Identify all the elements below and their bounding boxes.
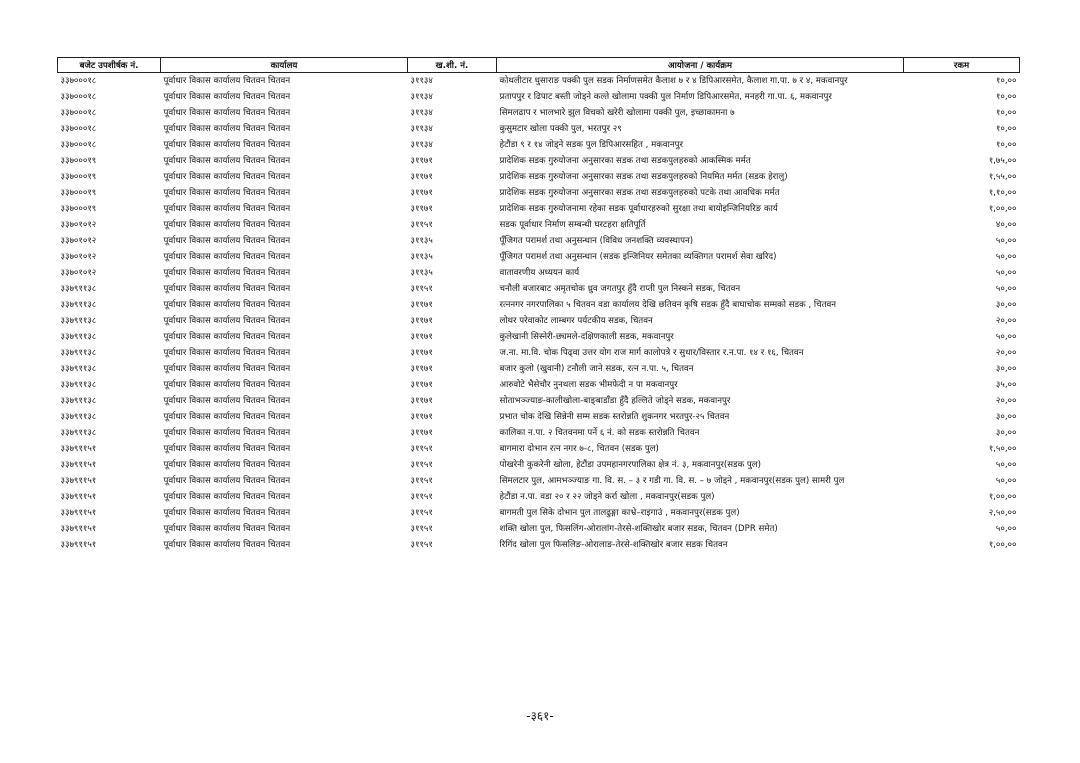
table-row — [58, 505, 1020, 521]
project-cell: शक्ति खोला पुल, फिसलिंग-ओरालांग-तेरसे-शक्तिखोर बजार सडक, चितवन (DPR समेत) — [499, 524, 778, 534]
table-row — [58, 457, 1020, 473]
project-cell: बागमती पुल सिके दोभान पुल तालढुङ्गा काभ्रे–राइगाउं , मकवानपुर(सडक पुल) — [499, 508, 740, 518]
project-cell: वातावरणीय अध्ययन कार्य — [499, 268, 580, 278]
amount-cell: ५०,०० — [995, 252, 1017, 262]
office-cell: पूर्वाधार विकास कार्यालय चितवन चितवन — [163, 220, 291, 230]
expense-code-cell: ३११७१ — [410, 396, 433, 406]
project-cell: लोथर परेवाकोट लाम्बगर पर्यटकीय सडक, चितवन — [499, 316, 653, 326]
table-row — [58, 201, 1020, 217]
table-row — [58, 537, 1020, 553]
expense-code-cell: ३११७१ — [410, 316, 433, 326]
expense-code-cell: ३११३४ — [410, 76, 433, 86]
header-project: आयोजना / कार्यक्रम — [497, 58, 904, 73]
budget-code-cell: ३३७०००१८ — [60, 92, 97, 102]
office-cell: पूर्वाधार विकास कार्यालय चितवन चितवन — [163, 124, 291, 134]
amount-cell: १०,०० — [995, 92, 1017, 102]
table-row — [58, 249, 1020, 265]
amount-cell: ३०,०० — [995, 300, 1017, 310]
expense-code-cell: ३११३४ — [410, 108, 433, 118]
expense-code-cell: ३११७१ — [410, 156, 433, 166]
table-row — [58, 345, 1020, 361]
amount-cell: १,५५,०० — [988, 172, 1017, 182]
expense-code-cell: ३११७१ — [410, 172, 433, 182]
office-cell: पूर्वाधार विकास कार्यालय चितवन चितवन — [163, 460, 291, 470]
table-row — [58, 313, 1020, 329]
office-cell: पूर्वाधार विकास कार्यालय चितवन चितवन — [163, 188, 291, 198]
budget-code-cell: ३३७०००१९ — [60, 204, 97, 214]
office-cell: पूर्वाधार विकास कार्यालय चितवन चितवन — [163, 524, 291, 534]
office-cell: पूर्वाधार विकास कार्यालय चितवन चितवन — [163, 268, 291, 278]
office-cell: पूर्वाधार विकास कार्यालय चितवन चितवन — [163, 284, 291, 294]
project-cell: रत्ननगर नगरपालिका ५ चितवन वडा कार्यालय देखि छतिवन कृषि सडक हुँदै बाघाचोक सम्मको सडक , चितवन — [499, 300, 837, 310]
office-cell: पूर्वाधार विकास कार्यालय चितवन चितवन — [163, 252, 291, 262]
project-cell: प्रादेशिक सडक गुरुयोजना अनुसारका सडक तथा सडकपुलहरुको आकस्मिक मर्मत — [499, 156, 751, 166]
expense-code-cell: ३११३४ — [410, 92, 433, 102]
office-cell: पूर्वाधार विकास कार्यालय चितवन चितवन — [163, 156, 291, 166]
office-cell: पूर्वाधार विकास कार्यालय चितवन चितवन — [163, 204, 291, 214]
budget-code-cell: ३३७९११३८ — [60, 428, 97, 438]
project-cell: प्रभात चोक देखि सिन्नेनी सम्म सडक स्तरोन्नति शुकनगर भरतपुर-२५ चितवन — [499, 412, 730, 422]
budget-code-cell: ३३७९११५१ — [60, 540, 97, 550]
budget-code-cell: ३३७९११३८ — [60, 332, 97, 342]
project-cell: सडक पूर्वाधार निर्माण सम्बन्धी घरटहरा क्षतिपूर्ति — [499, 220, 646, 230]
project-cell: सिमलटार पुल, आमभञ्ज्याङ गा. वि. स. – ३ र गडी गा. वि. स. – ७ जोड्ने , मकवानपुर(सडक पुल) सामरी पुल — [499, 476, 845, 486]
amount-cell: १,००,०० — [988, 540, 1017, 550]
project-cell: आरुवोटे भैसेचौर नुनथला सडक भीमफेदी न पा मकवानपुर — [499, 380, 678, 390]
project-cell: पोखरेनी कुकरेनी खोला, हेटौंडा उपमहानगरपालिका क्षेत्र नं. ३, मकवानपुर(सडक पुल) — [499, 460, 761, 470]
expense-code-cell: ३११७१ — [410, 412, 433, 422]
office-cell: पूर्वाधार विकास कार्यालय चितवन चितवन — [163, 332, 291, 342]
budget-code-cell: ३३७९११३८ — [60, 412, 97, 422]
expense-code-cell: ३११३५ — [410, 236, 433, 246]
amount-cell: ५०,०० — [995, 284, 1017, 294]
header-budget-code: बजेट उपशीर्षक नं. — [58, 58, 161, 73]
table-row — [58, 329, 1020, 345]
table-row — [58, 489, 1020, 505]
expense-code-cell: ३११३५ — [410, 252, 433, 262]
budget-code-cell: ३३७०१०१२ — [60, 220, 97, 230]
project-cell: बागमारा दोभान रत्न नगर ७-८, चितवन (सडक पुल) — [499, 444, 659, 454]
project-cell: सोताभञ्ज्याङ-कालीखोला-बाङ्बाडाँडा हुँदै हल्लिते जोड्ने सडक, मकवानपुर — [499, 396, 731, 406]
project-cell: प्रतापपुर र ढिपाट बस्ती जोड्ने कल्ते खोलामा पक्की पुल निर्माण डिपिआरसमेत, मनहरी गा.पा. ६, मकवानपुर — [499, 92, 832, 102]
project-cell: कोथलीटार धुसाराङ पक्की पुल सडक निर्माणसमेत कैलाश ७ र ४ डिपिआरसमेत, कैलाश गा.पा. ७ र ४, मकवानपुर — [499, 76, 848, 86]
project-cell: पूँजिगत परामर्श तथा अनुसन्धान (विविध जनशक्ति व्यवस्थापन) — [499, 236, 694, 246]
table-row — [58, 217, 1020, 233]
amount-cell: ५०,०० — [995, 236, 1017, 246]
budget-code-cell: ३३७०१०१२ — [60, 236, 97, 246]
amount-cell: ३०,०० — [995, 412, 1017, 422]
budget-code-cell: ३३७९११५१ — [60, 524, 97, 534]
office-cell: पूर्वाधार विकास कार्यालय चितवन चितवन — [163, 492, 291, 502]
table-row — [58, 73, 1020, 90]
project-cell: प्रादेशिक सडक गुरुयोजनामा रहेका सडक पूर्वाधारहरुको सुरक्षा तथा बायोइन्जिनियरिङ कार्य — [499, 204, 778, 214]
budget-code-cell: ३३७९११५१ — [60, 476, 97, 486]
budget-code-cell: ३३७९११५१ — [60, 444, 97, 454]
expense-code-cell: ३११५१ — [410, 460, 433, 470]
header-amount: रकम — [904, 58, 1020, 73]
project-cell: हेटौंडा न.पा. वडा २० र २२ जोड्ने कर्रा खोला , मकवानपुर(सडक पुल) — [499, 492, 715, 502]
expense-code-cell: ३११७१ — [410, 348, 433, 358]
project-cell: प्रादेशिक सडक गुरुयोजना अनुसारका सडक तथा सडकपुलहरुको नियमित मर्मत (सडक हेरालु) — [499, 172, 788, 182]
office-cell: पूर्वाधार विकास कार्यालय चितवन चितवन — [163, 316, 291, 326]
amount-cell: ५०,०० — [995, 524, 1017, 534]
budget-code-cell: ३३७०००१८ — [60, 124, 97, 134]
expense-code-cell: ३११७१ — [410, 364, 433, 374]
project-cell: पूँजिगत परामर्श तथा अनुसन्धान (सडक इन्जिनियर समेतका व्यक्तिगत परामर्श सेवा खरिद) — [499, 252, 777, 262]
expense-code-cell: ३११५१ — [410, 284, 433, 294]
budget-table — [57, 57, 1020, 553]
table-row — [58, 153, 1020, 169]
budget-code-cell: ३३७९११३८ — [60, 380, 97, 390]
office-cell: पूर्वाधार विकास कार्यालय चितवन चितवन — [163, 140, 291, 150]
office-cell: पूर्वाधार विकास कार्यालय चितवन चितवन — [163, 444, 291, 454]
header-expense-code: ख.शी. नं. — [408, 58, 497, 73]
project-cell: सिमलढाप र भालभारे झुल विचको खरेरी खोलामा पक्की पुल, इच्छाकामना ७ — [499, 108, 735, 118]
expense-code-cell: ३११५१ — [410, 476, 433, 486]
budget-code-cell: ३३७०१०१२ — [60, 268, 97, 278]
expense-code-cell: ३११५१ — [410, 508, 433, 518]
table-row — [58, 89, 1020, 105]
expense-code-cell: ३११७१ — [410, 300, 433, 310]
project-cell: प्रादेशिक सडक गुरुयोजना अनुसारका सडक तथा सडकपुलहरुको पटके तथा आवधिक मर्मत — [499, 188, 780, 198]
table-row — [58, 393, 1020, 409]
header-office: कार्यालय — [161, 58, 408, 73]
budget-code-cell: ३३७०००१८ — [60, 108, 97, 118]
office-cell: पूर्वाधार विकास कार्यालय चितवन चितवन — [163, 172, 291, 182]
amount-cell: १०,०० — [995, 76, 1017, 86]
table-row — [58, 281, 1020, 297]
amount-cell: १०,०० — [995, 108, 1017, 118]
table-body — [58, 73, 1020, 554]
expense-code-cell: ३११३४ — [410, 140, 433, 150]
project-cell: कुलेखानी सिस्नेरी-छ्यमले-दक्षिणकाली सडक, मकवानपुर — [499, 332, 674, 342]
project-cell: हेटौंडा ९ र १४ जोड्ने सडक पुल डिपिआरसहित , मकवानपुर — [499, 140, 684, 150]
table-row — [58, 473, 1020, 489]
amount-cell: ५०,०० — [995, 268, 1017, 278]
table-row — [58, 377, 1020, 393]
office-cell: पूर्वाधार विकास कार्यालय चितवन चितवन — [163, 236, 291, 246]
project-cell: बजार कुलो (खुवानी) टनौली जाने सडक, रत्न न.पा. ५, चितवन — [499, 364, 694, 374]
amount-cell: २०,०० — [995, 396, 1017, 406]
amount-cell: ५०,०० — [995, 476, 1017, 486]
expense-code-cell: ३११७१ — [410, 380, 433, 390]
table-row — [58, 297, 1020, 313]
table-row — [58, 121, 1020, 137]
table-row — [58, 169, 1020, 185]
budget-code-cell: ३३७०१०१२ — [60, 252, 97, 262]
amount-cell: २०,०० — [995, 348, 1017, 358]
expense-code-cell: ३११५१ — [410, 540, 433, 550]
office-cell: पूर्वाधार विकास कार्यालय चितवन चितवन — [163, 348, 291, 358]
project-cell: कुसुमटार खोला पक्की पुल, भरतपुर २९ — [499, 124, 622, 134]
budget-code-cell: ३३७०००१८ — [60, 76, 97, 86]
office-cell: पूर्वाधार विकास कार्यालय चितवन चितवन — [163, 476, 291, 486]
table-row — [58, 409, 1020, 425]
expense-code-cell: ३११५१ — [410, 524, 433, 534]
office-cell: पूर्वाधार विकास कार्यालय चितवन चितवन — [163, 540, 291, 550]
table-row — [58, 105, 1020, 121]
budget-code-cell: ३३७०००१९ — [60, 156, 97, 166]
expense-code-cell: ३११३५ — [410, 268, 433, 278]
office-cell: पूर्वाधार विकास कार्यालय चितवन चितवन — [163, 108, 291, 118]
table-row — [58, 265, 1020, 281]
expense-code-cell: ३११७१ — [410, 428, 433, 438]
expense-code-cell: ३११५१ — [410, 220, 433, 230]
table-row — [58, 233, 1020, 249]
expense-code-cell: ३११३४ — [410, 124, 433, 134]
budget-code-cell: ३३७९११३८ — [60, 300, 97, 310]
office-cell: पूर्वाधार विकास कार्यालय चितवन चितवन — [163, 364, 291, 374]
project-cell: चनौली बजारबाट अमृतचोक ध्रुव जगतपुर हुँदै राप्ती पुल निस्कने सडक, चितवन — [499, 284, 741, 294]
amount-cell: ५०,०० — [995, 460, 1017, 470]
project-cell: रिगिंद खोला पुल फिसलिङ-ओरालाङ-तेरसे-शक्तिखोर बजार सडक चितवन — [499, 540, 728, 550]
budget-code-cell: ३३७९११५१ — [60, 460, 97, 470]
amount-cell: १,७५,०० — [988, 156, 1017, 166]
office-cell: पूर्वाधार विकास कार्यालय चितवन चितवन — [163, 300, 291, 310]
project-cell: ज.ना. मा.वि. चोक पिढ्वा उत्तर योग राज मार्ग कालोपत्रे र सुधार/विस्तार र.न.पा. १४ र १६, चितवन — [499, 348, 804, 358]
budget-code-cell: ३३७९११३८ — [60, 348, 97, 358]
budget-code-cell: ३३७९११३८ — [60, 364, 97, 374]
page-number: -३६१- — [526, 709, 554, 723]
expense-code-cell: ३११५१ — [410, 444, 433, 454]
budget-code-cell: ३३७९११३८ — [60, 316, 97, 326]
amount-cell: ५०,०० — [995, 332, 1017, 342]
budget-code-cell: ३३७०००१८ — [60, 140, 97, 150]
amount-cell: १,१०,०० — [988, 188, 1017, 198]
budget-code-cell: ३३७९११५१ — [60, 492, 97, 502]
table-row — [58, 425, 1020, 441]
office-cell: पूर्वाधार विकास कार्यालय चितवन चितवन — [163, 396, 291, 406]
table-row — [58, 441, 1020, 457]
office-cell: पूर्वाधार विकास कार्यालय चितवन चितवन — [163, 508, 291, 518]
office-cell: पूर्वाधार विकास कार्यालय चितवन चितवन — [163, 412, 291, 422]
amount-cell: १,५०,०० — [988, 444, 1017, 454]
table-row — [58, 137, 1020, 153]
office-cell: पूर्वाधार विकास कार्यालय चितवन चितवन — [163, 380, 291, 390]
budget-code-cell: ३३७९११३८ — [60, 396, 97, 406]
budget-code-cell: ३३७०००१९ — [60, 172, 97, 182]
expense-code-cell: ३११७१ — [410, 332, 433, 342]
table-row — [58, 521, 1020, 537]
budget-code-cell: ३३७९११३८ — [60, 284, 97, 294]
table-row — [58, 185, 1020, 201]
amount-cell: १,००,०० — [988, 204, 1017, 214]
office-cell: पूर्वाधार विकास कार्यालय चितवन चितवन — [163, 428, 291, 438]
expense-code-cell: ३११७१ — [410, 188, 433, 198]
project-cell: कालिका न.पा. २ चितवनमा पर्ने ६ नं. को सडक स्तरोन्नति चितवन — [499, 428, 700, 438]
expense-code-cell: ३११५१ — [410, 492, 433, 502]
amount-cell: २,५०,०० — [988, 508, 1017, 518]
office-cell: पूर्वाधार विकास कार्यालय चितवन चितवन — [163, 92, 291, 102]
budget-code-cell: ३३७०००१९ — [60, 188, 97, 198]
amount-cell: १०,०० — [995, 140, 1017, 150]
amount-cell: ३०,०० — [995, 364, 1017, 374]
table-row — [58, 361, 1020, 377]
amount-cell: १,००,०० — [988, 492, 1017, 502]
amount-cell: १०,०० — [995, 124, 1017, 134]
budget-code-cell: ३३७९११५१ — [60, 508, 97, 518]
expense-code-cell: ३११७१ — [410, 204, 433, 214]
amount-cell: ४०,०० — [995, 220, 1017, 230]
amount-cell: ३०,०० — [995, 428, 1017, 438]
table-header — [58, 58, 1020, 73]
amount-cell: २०,०० — [995, 316, 1017, 326]
amount-cell: ३५,०० — [995, 380, 1017, 390]
office-cell: पूर्वाधार विकास कार्यालय चितवन चितवन — [163, 76, 291, 86]
